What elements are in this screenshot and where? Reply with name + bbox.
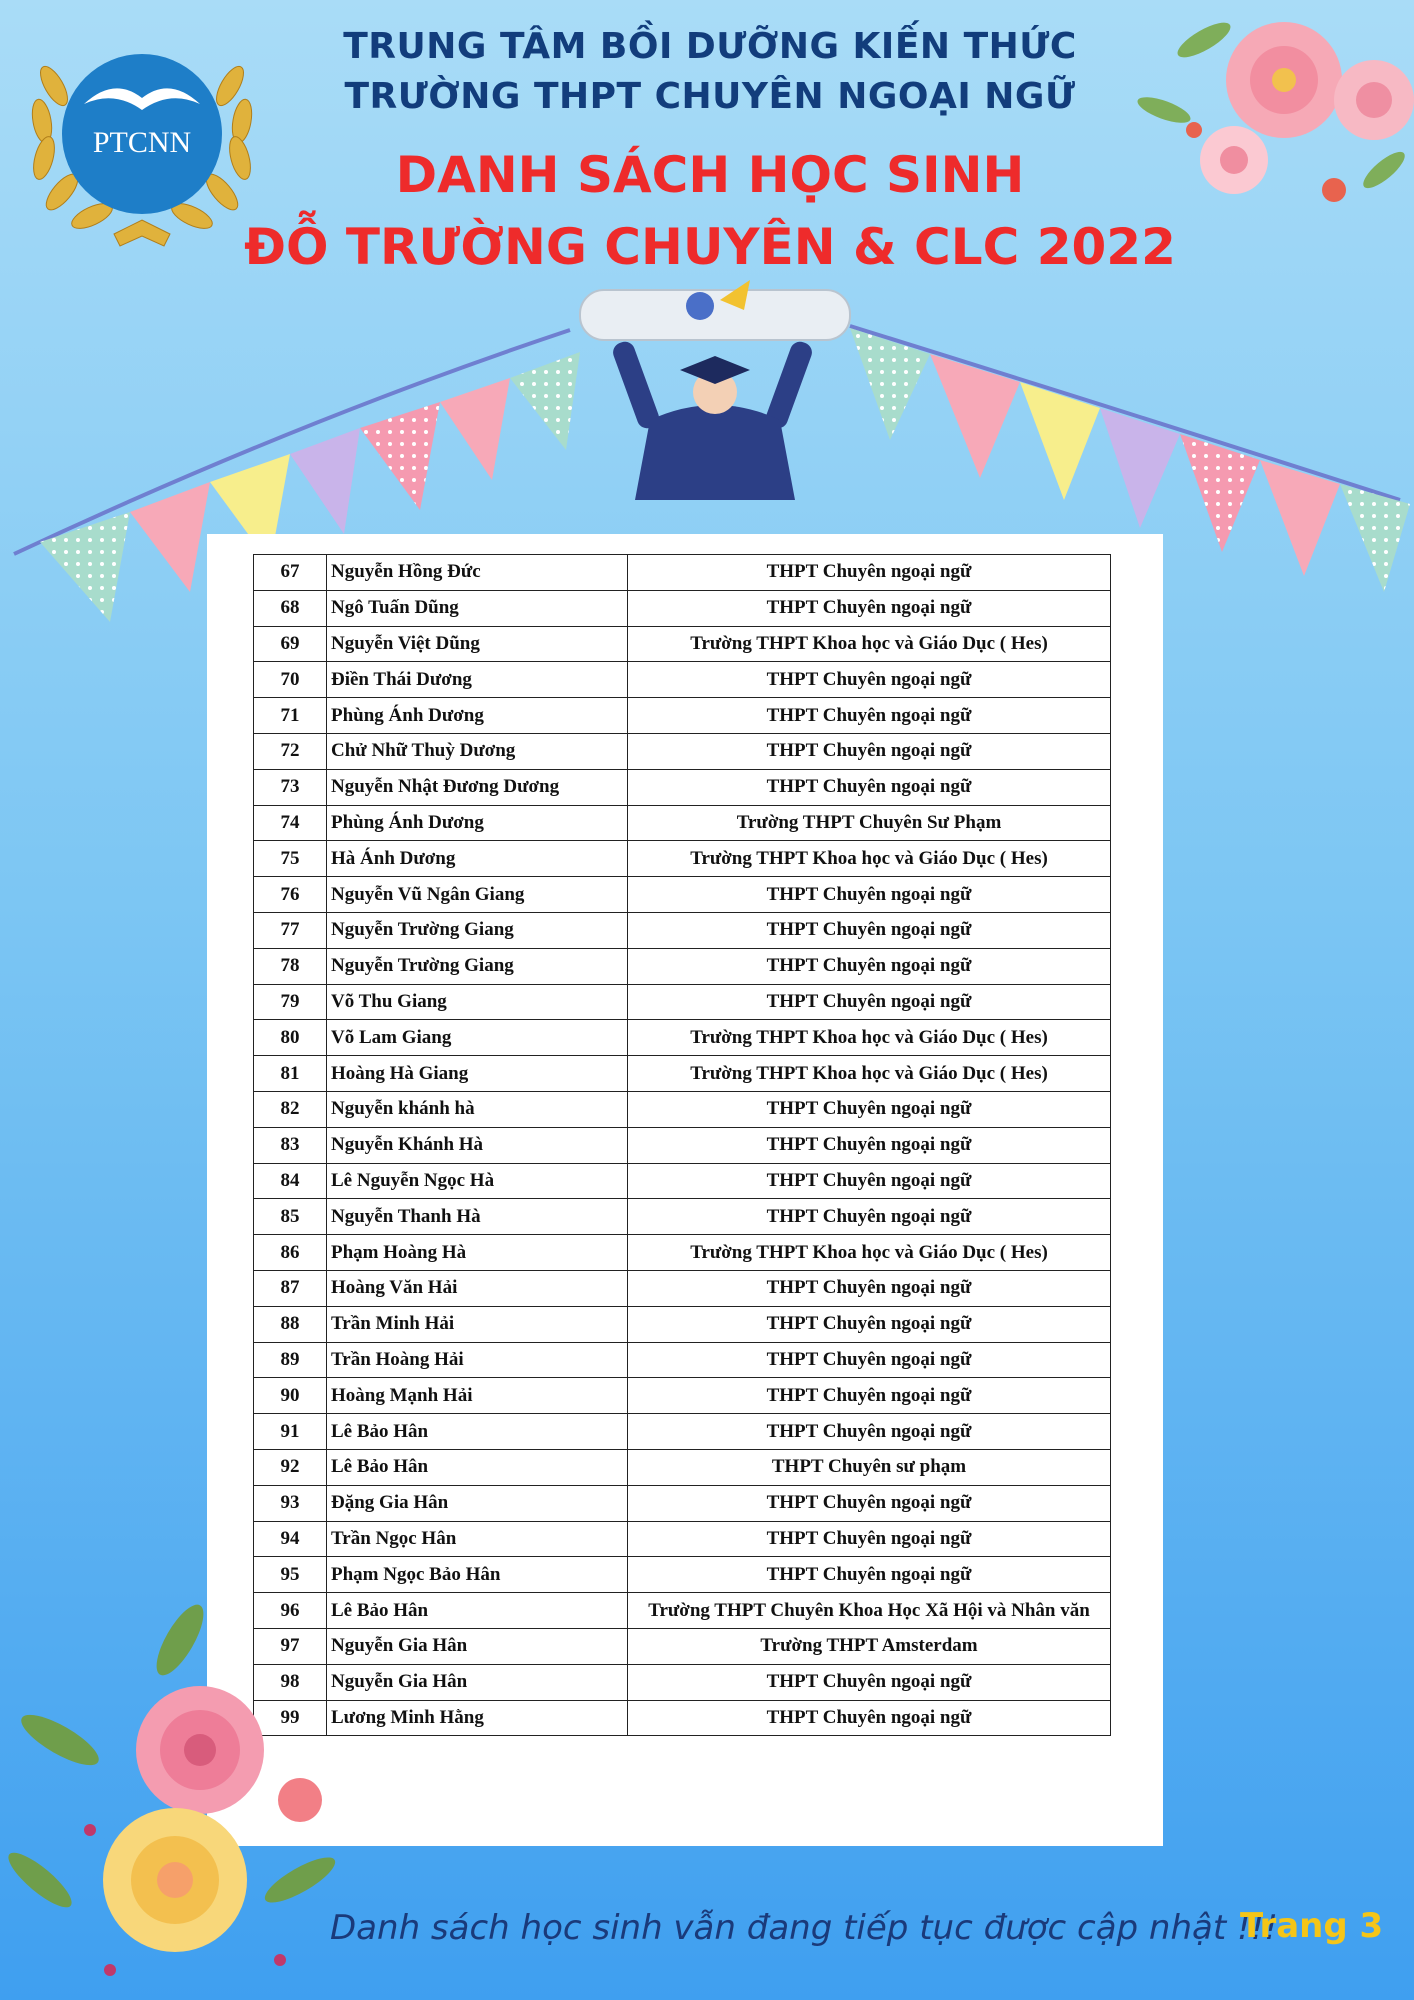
student-name: Nguyễn khánh hà xyxy=(327,1091,628,1127)
student-name: Trần Ngọc Hân xyxy=(327,1521,628,1557)
row-number: 99 xyxy=(254,1700,327,1736)
student-name: Hoàng Văn Hải xyxy=(327,1270,628,1306)
school-name-cell: THPT Chuyên ngoại ngữ xyxy=(628,555,1111,591)
student-name: Nguyễn Khánh Hà xyxy=(327,1127,628,1163)
row-number: 79 xyxy=(254,984,327,1020)
table-row xyxy=(254,1378,1111,1414)
school-name-cell: THPT Chuyên ngoại ngữ xyxy=(628,1664,1111,1700)
school-name-cell: Trường THPT Khoa học và Giáo Dục ( Hes) xyxy=(628,841,1111,877)
table-row xyxy=(254,662,1111,698)
row-number: 85 xyxy=(254,1199,327,1235)
row-number: 96 xyxy=(254,1593,327,1629)
row-number: 78 xyxy=(254,948,327,984)
row-number: 92 xyxy=(254,1449,327,1485)
school-name-cell: THPT Chuyên ngoại ngữ xyxy=(628,1485,1111,1521)
school-name-cell: Trường THPT Khoa học và Giáo Dục ( Hes) xyxy=(628,1020,1111,1056)
table-row xyxy=(254,912,1111,948)
table-row xyxy=(254,1056,1111,1092)
student-name: Võ Thu Giang xyxy=(327,984,628,1020)
school-name-cell: THPT Chuyên ngoại ngữ xyxy=(628,1557,1111,1593)
table-row xyxy=(254,805,1111,841)
student-name: Nguyễn Vũ Ngân Giang xyxy=(327,877,628,913)
student-name: Nguyễn Trường Giang xyxy=(327,912,628,948)
table-row xyxy=(254,948,1111,984)
student-name: Lê Bảo Hân xyxy=(327,1449,628,1485)
student-name: Nguyễn Việt Dũng xyxy=(327,626,628,662)
school-name-cell: THPT Chuyên ngoại ngữ xyxy=(628,877,1111,913)
table-row xyxy=(254,1414,1111,1450)
student-name: Điền Thái Dương xyxy=(327,662,628,698)
table-row xyxy=(254,1557,1111,1593)
row-number: 81 xyxy=(254,1056,327,1092)
school-name-cell: THPT Chuyên ngoại ngữ xyxy=(628,948,1111,984)
school-name-cell: Trường THPT Khoa học và Giáo Dục ( Hes) xyxy=(628,1056,1111,1092)
row-number: 84 xyxy=(254,1163,327,1199)
row-number: 88 xyxy=(254,1306,327,1342)
school-name-cell: THPT Chuyên ngoại ngữ xyxy=(628,733,1111,769)
table-row xyxy=(254,1020,1111,1056)
table-row xyxy=(254,984,1111,1020)
table-row xyxy=(254,626,1111,662)
student-name: Phùng Ánh Dương xyxy=(327,805,628,841)
table-row xyxy=(254,1521,1111,1557)
student-name: Lương Minh Hằng xyxy=(327,1700,628,1736)
graduate-illustration-icon xyxy=(570,270,860,500)
school-name-cell: THPT Chuyên ngoại ngữ xyxy=(628,662,1111,698)
row-number: 97 xyxy=(254,1628,327,1664)
row-number: 90 xyxy=(254,1378,327,1414)
school-name-cell: Trường THPT Chuyên Khoa Học Xã Hội và Nhân văn xyxy=(628,1593,1111,1629)
row-number: 94 xyxy=(254,1521,327,1557)
row-number: 95 xyxy=(254,1557,327,1593)
student-name: Phạm Ngọc Bảo Hân xyxy=(327,1557,628,1593)
student-name: Nguyễn Thanh Hà xyxy=(327,1199,628,1235)
student-name: Ngô Tuấn Dũng xyxy=(327,590,628,626)
row-number: 68 xyxy=(254,590,327,626)
table-row xyxy=(254,1199,1111,1235)
table-row xyxy=(254,877,1111,913)
table-row xyxy=(254,698,1111,734)
row-number: 80 xyxy=(254,1020,327,1056)
school-name-cell: THPT Chuyên ngoại ngữ xyxy=(628,769,1111,805)
school-name-cell: THPT Chuyên ngoại ngữ xyxy=(628,912,1111,948)
table-row xyxy=(254,1628,1111,1664)
table-row xyxy=(254,1593,1111,1629)
student-name: Võ Lam Giang xyxy=(327,1020,628,1056)
row-number: 89 xyxy=(254,1342,327,1378)
school-name-cell: Trường THPT Amsterdam xyxy=(628,1628,1111,1664)
row-number: 67 xyxy=(254,555,327,591)
row-number: 74 xyxy=(254,805,327,841)
row-number: 93 xyxy=(254,1485,327,1521)
school-name-cell: THPT Chuyên ngoại ngữ xyxy=(628,1127,1111,1163)
student-name: Lê Nguyễn Ngọc Hà xyxy=(327,1163,628,1199)
school-name-cell: THPT Chuyên ngoại ngữ xyxy=(628,590,1111,626)
row-number: 91 xyxy=(254,1414,327,1450)
table-row xyxy=(254,1342,1111,1378)
row-number: 82 xyxy=(254,1091,327,1127)
student-name: Phùng Ánh Dương xyxy=(327,698,628,734)
row-number: 75 xyxy=(254,841,327,877)
row-number: 76 xyxy=(254,877,327,913)
student-name: Trần Minh Hải xyxy=(327,1306,628,1342)
logo-text: PTCNN xyxy=(92,126,192,159)
table-row xyxy=(254,1306,1111,1342)
school-name-cell: THPT Chuyên ngoại ngữ xyxy=(628,1342,1111,1378)
school-name-cell: THPT Chuyên ngoại ngữ xyxy=(628,1270,1111,1306)
center-name: TRUNG TÂM BỒI DƯỠNG KIẾN THỨC xyxy=(343,26,1077,67)
school-name-cell: THPT Chuyên ngoại ngữ xyxy=(628,1091,1111,1127)
row-number: 83 xyxy=(254,1127,327,1163)
table-row xyxy=(254,841,1111,877)
school-name-cell: THPT Chuyên ngoại ngữ xyxy=(628,1163,1111,1199)
student-name: Hoàng Hà Giang xyxy=(327,1056,628,1092)
school-name-cell: THPT Chuyên ngoại ngữ xyxy=(628,698,1111,734)
student-name: Chử Nhữ Thuỳ Dương xyxy=(327,733,628,769)
school-name-cell: THPT Chuyên ngoại ngữ xyxy=(628,1700,1111,1736)
row-number: 98 xyxy=(254,1664,327,1700)
table-row xyxy=(254,590,1111,626)
table-row xyxy=(254,1270,1111,1306)
student-name: Nguyễn Trường Giang xyxy=(327,948,628,984)
row-number: 70 xyxy=(254,662,327,698)
table-row xyxy=(254,1235,1111,1271)
row-number: 87 xyxy=(254,1270,327,1306)
row-number: 71 xyxy=(254,698,327,734)
row-number: 86 xyxy=(254,1235,327,1271)
row-number: 69 xyxy=(254,626,327,662)
page-title: DANH SÁCH HỌC SINH xyxy=(395,146,1025,204)
student-name: Phạm Hoàng Hà xyxy=(327,1235,628,1271)
footer-note: Danh sách học sinh vẫn đang tiếp tục được cập nhật !!! xyxy=(330,1908,1278,1948)
table-row xyxy=(254,1163,1111,1199)
table-row xyxy=(254,1127,1111,1163)
student-name: Lê Bảo Hân xyxy=(327,1593,628,1629)
school-name-cell: THPT Chuyên ngoại ngữ xyxy=(628,1306,1111,1342)
table-row xyxy=(254,1664,1111,1700)
table-row xyxy=(254,733,1111,769)
student-table xyxy=(253,554,1111,1736)
flowers-decoration-icon xyxy=(0,1580,360,2000)
table-row xyxy=(254,1700,1111,1736)
school-name-cell: THPT Chuyên ngoại ngữ xyxy=(628,1414,1111,1450)
page-subtitle: ĐỖ TRƯỜNG CHUYÊN & CLC 2022 xyxy=(244,218,1176,276)
school-name-cell: THPT Chuyên ngoại ngữ xyxy=(628,984,1111,1020)
school-name-cell: Trường THPT Khoa học và Giáo Dục ( Hes) xyxy=(628,1235,1111,1271)
student-name: Lê Bảo Hân xyxy=(327,1414,628,1450)
student-name: Nguyễn Gia Hân xyxy=(327,1628,628,1664)
table-row xyxy=(254,1449,1111,1485)
page-number: Trang 3 xyxy=(1240,1906,1384,1946)
student-name: Đặng Gia Hân xyxy=(327,1485,628,1521)
student-name: Hà Ánh Dương xyxy=(327,841,628,877)
table-row xyxy=(254,555,1111,591)
student-name: Nguyễn Nhật Đương Dương xyxy=(327,769,628,805)
school-name-cell: THPT Chuyên ngoại ngữ xyxy=(628,1521,1111,1557)
school-name-cell: THPT Chuyên ngoại ngữ xyxy=(628,1378,1111,1414)
school-name-cell: Trường THPT Chuyên Sư Phạm xyxy=(628,805,1111,841)
row-number: 72 xyxy=(254,733,327,769)
student-name: Nguyễn Hồng Đức xyxy=(327,555,628,591)
student-name: Hoàng Mạnh Hải xyxy=(327,1378,628,1414)
table-row xyxy=(254,1091,1111,1127)
school-name-cell: THPT Chuyên ngoại ngữ xyxy=(628,1199,1111,1235)
table-row xyxy=(254,1485,1111,1521)
row-number: 73 xyxy=(254,769,327,805)
table-row xyxy=(254,769,1111,805)
school-name: TRƯỜNG THPT CHUYÊN NGOẠI NGỮ xyxy=(344,76,1076,117)
student-name: Nguyễn Gia Hân xyxy=(327,1664,628,1700)
student-name: Trần Hoàng Hải xyxy=(327,1342,628,1378)
school-name-cell: THPT Chuyên sư phạm xyxy=(628,1449,1111,1485)
row-number: 77 xyxy=(254,912,327,948)
school-name-cell: Trường THPT Khoa học và Giáo Dục ( Hes) xyxy=(628,626,1111,662)
